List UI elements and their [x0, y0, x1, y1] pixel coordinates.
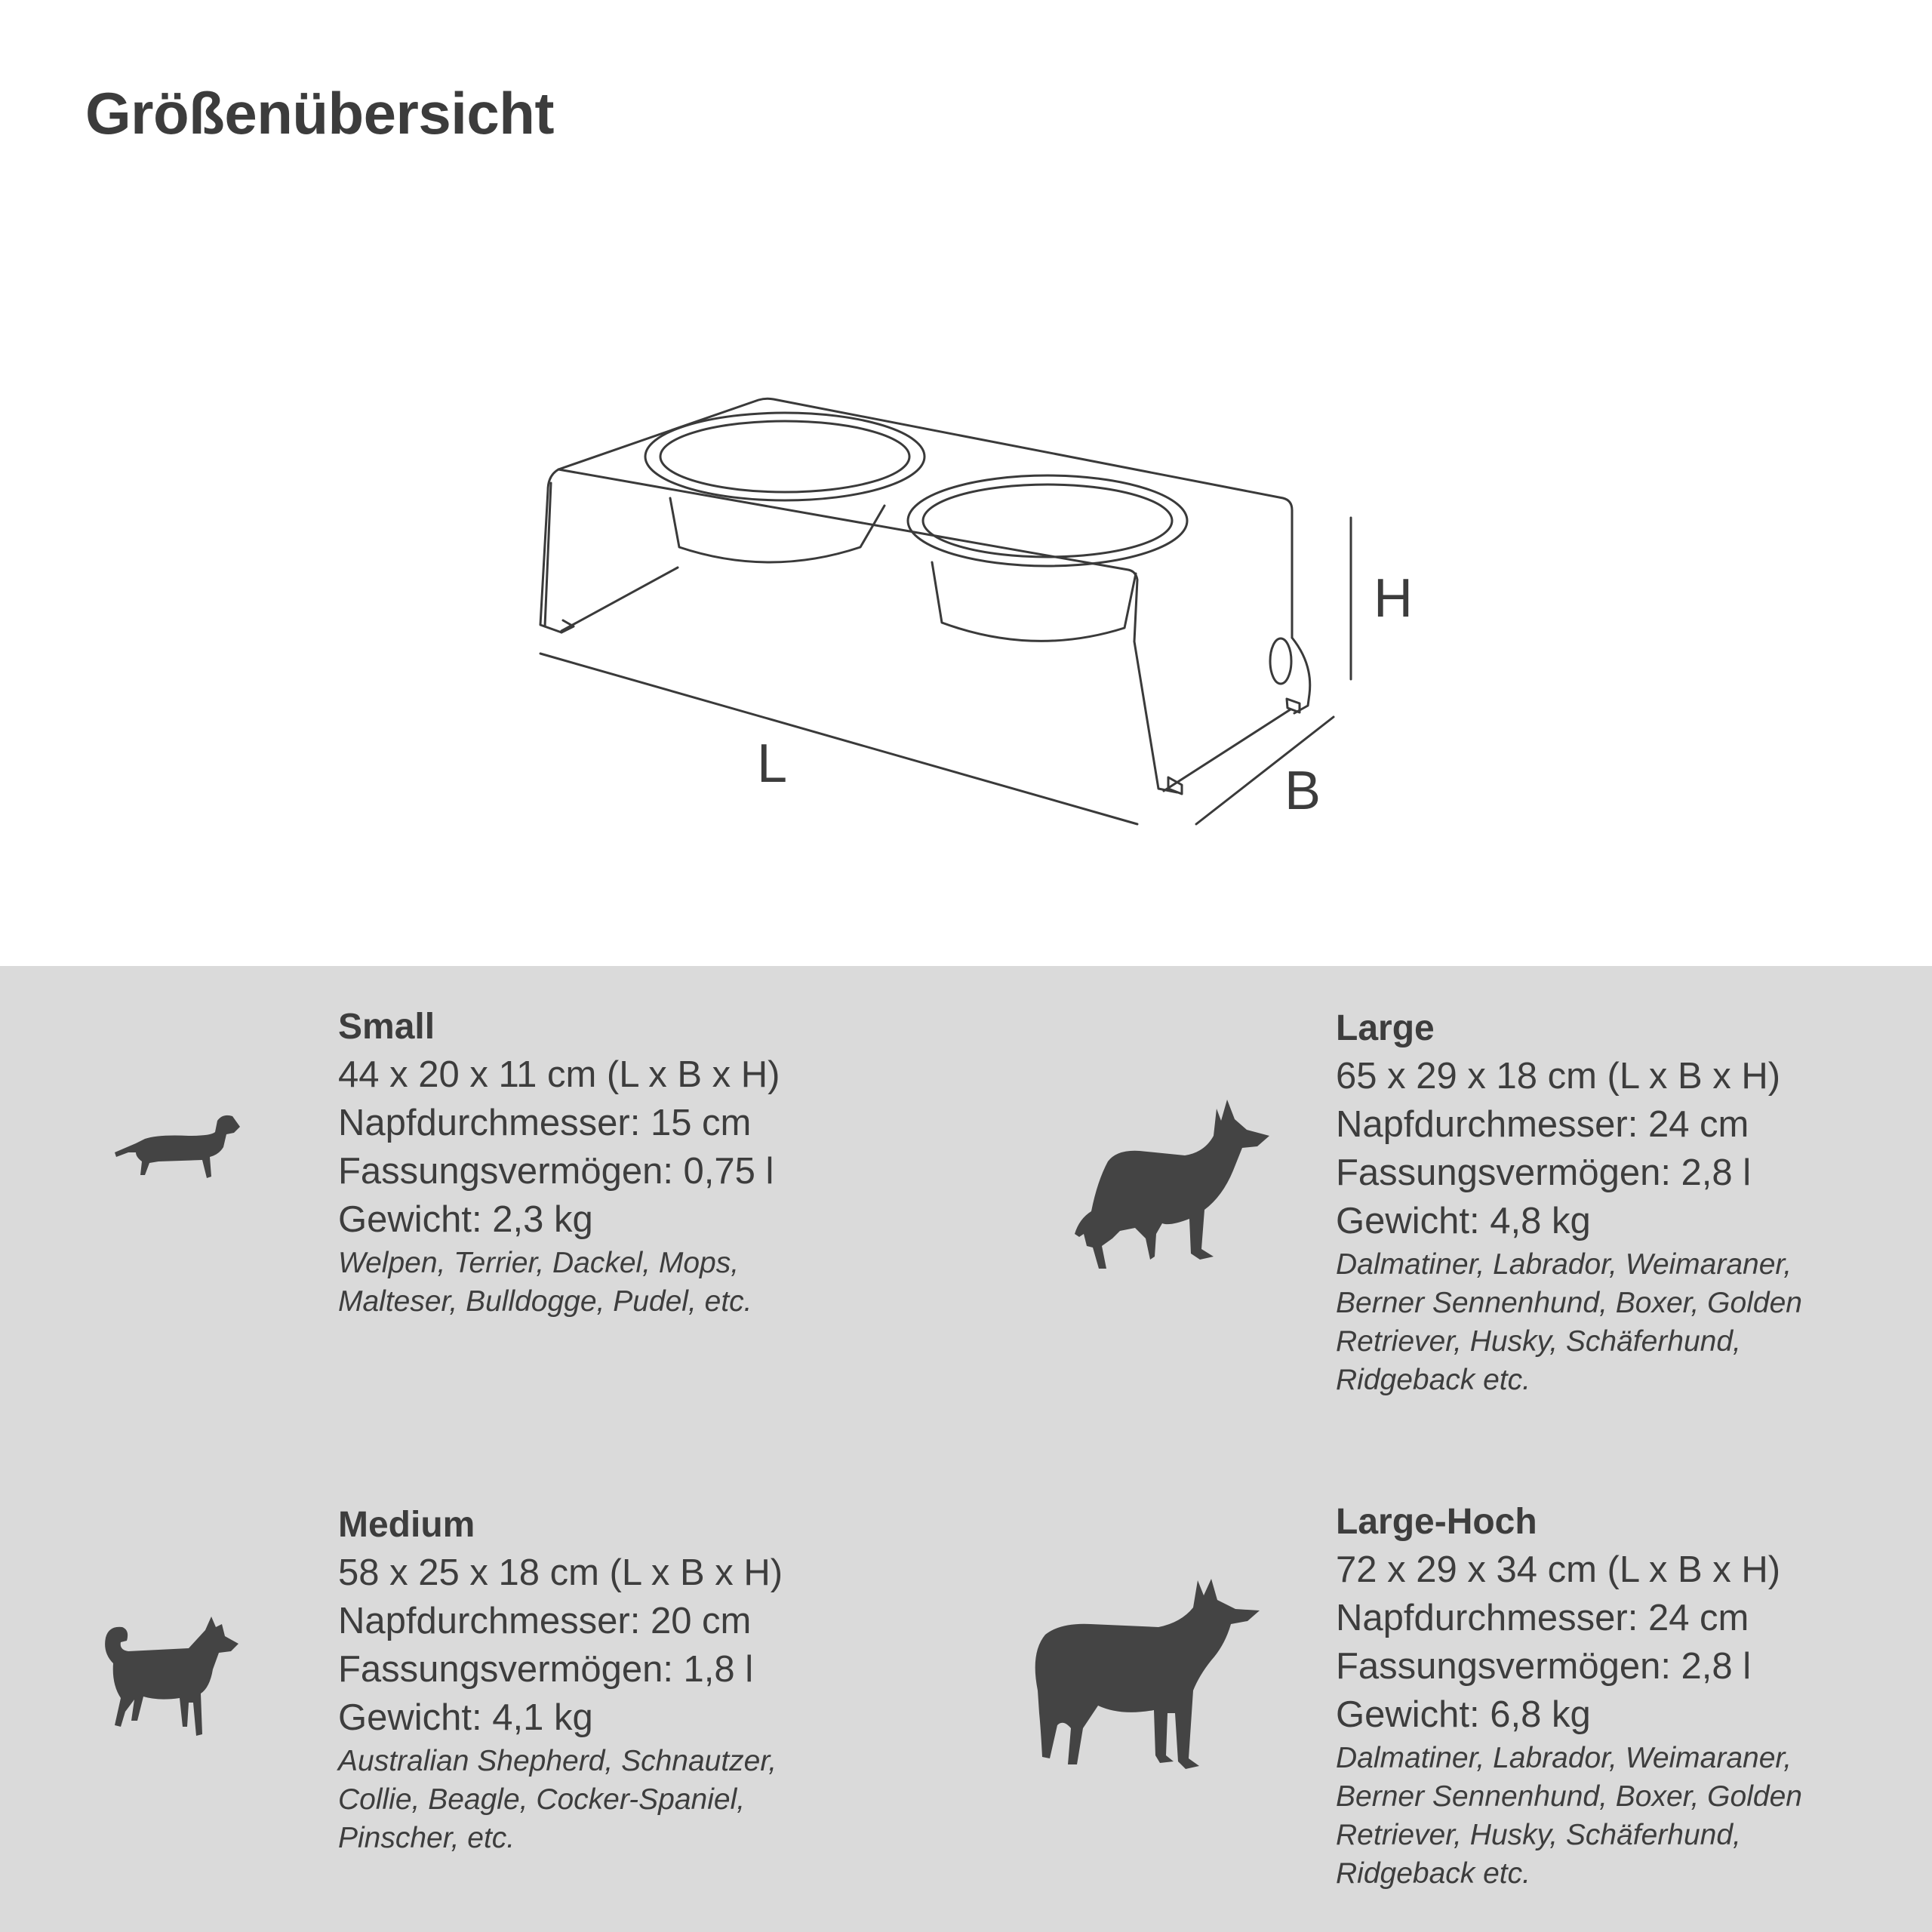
size-name: Large	[1336, 1008, 1435, 1048]
dachshund-icon	[113, 1113, 242, 1196]
size-medium-block	[338, 1502, 783, 1857]
size-weight: Gewicht: 2,3 kg	[338, 1199, 593, 1240]
size-overview-panel	[0, 966, 1932, 1932]
size-breeds: Welpen, Terrier, Dackel, Mops, Malteser, Bulldogge, Pudel, etc.	[338, 1247, 752, 1318]
page-title: Größenübersicht	[85, 80, 554, 146]
size-bowl-diameter: Napfdurchmesser: 15 cm	[338, 1103, 752, 1143]
size-breeds: Australian Shepherd, Schnautzer, Collie, Beagle, Cocker-Spaniel, Pinscher, etc.	[338, 1745, 777, 1854]
handle-hole	[1270, 638, 1291, 684]
size-dimensions: 58 x 25 x 18 cm (L x B x H)	[338, 1552, 783, 1593]
size-breeds: Dalmatiner, Labrador, Weimaraner, Berner Sennenhund, Boxer, Golden Retriever, Husky, Schäferhund, Ridgeback etc.	[1336, 1742, 1802, 1890]
width-label: B	[1284, 761, 1321, 821]
height-label: H	[1374, 568, 1413, 629]
left-base-rail	[561, 568, 678, 631]
size-capacity: Fassungsvermögen: 2,8 l	[1336, 1646, 1752, 1687]
bowl-right-body	[932, 562, 1136, 641]
top-plate-outline	[558, 398, 1292, 638]
size-small-block	[338, 1004, 780, 1321]
size-capacity: Fassungsvermögen: 0,75 l	[338, 1151, 774, 1192]
size-capacity: Fassungsvermögen: 2,8 l	[1336, 1152, 1752, 1193]
right-base-rail	[1164, 709, 1291, 791]
size-weight: Gewicht: 4,1 kg	[338, 1697, 593, 1738]
right-leg-front	[1134, 641, 1177, 792]
length-label: L	[757, 734, 788, 794]
shiba-icon	[98, 1615, 242, 1751]
size-dimensions: 72 x 29 x 34 cm (L x B x H)	[1336, 1549, 1781, 1590]
size-bowl-diameter: Napfdurchmesser: 20 cm	[338, 1601, 752, 1641]
bowl-right-rim-inner	[923, 485, 1172, 557]
shepherd-dog-icon	[1072, 1098, 1275, 1279]
size-weight: Gewicht: 6,8 kg	[1336, 1694, 1591, 1735]
size-large-hoch-block	[1336, 1499, 1802, 1893]
size-breeds: Dalmatiner, Labrador, Weimaraner, Berner Sennenhund, Boxer, Golden Retriever, Husky, Schäferhund, Ridgeback etc.	[1336, 1248, 1802, 1396]
size-bowl-diameter: Napfdurchmesser: 24 cm	[1336, 1598, 1749, 1638]
size-dimensions: 65 x 29 x 18 cm (L x B x H)	[1336, 1056, 1781, 1097]
bowl-left-rim-inner	[660, 421, 909, 492]
size-dimensions: 44 x 20 x 11 cm (L x B x H)	[338, 1054, 780, 1095]
size-weight: Gewicht: 4,8 kg	[1336, 1201, 1591, 1241]
size-large-block	[1336, 1005, 1802, 1399]
bowl-left-rim-outer	[645, 413, 924, 500]
husky-icon	[1030, 1577, 1264, 1789]
bowl-right-rim-outer	[908, 475, 1187, 566]
size-name: Large-Hoch	[1336, 1502, 1537, 1542]
size-bowl-diameter: Napfdurchmesser: 24 cm	[1336, 1104, 1749, 1145]
size-name: Medium	[338, 1505, 475, 1545]
size-capacity: Fassungsvermögen: 1,8 l	[338, 1649, 754, 1690]
size-name: Small	[338, 1007, 435, 1047]
length-dimension-line	[540, 654, 1137, 824]
